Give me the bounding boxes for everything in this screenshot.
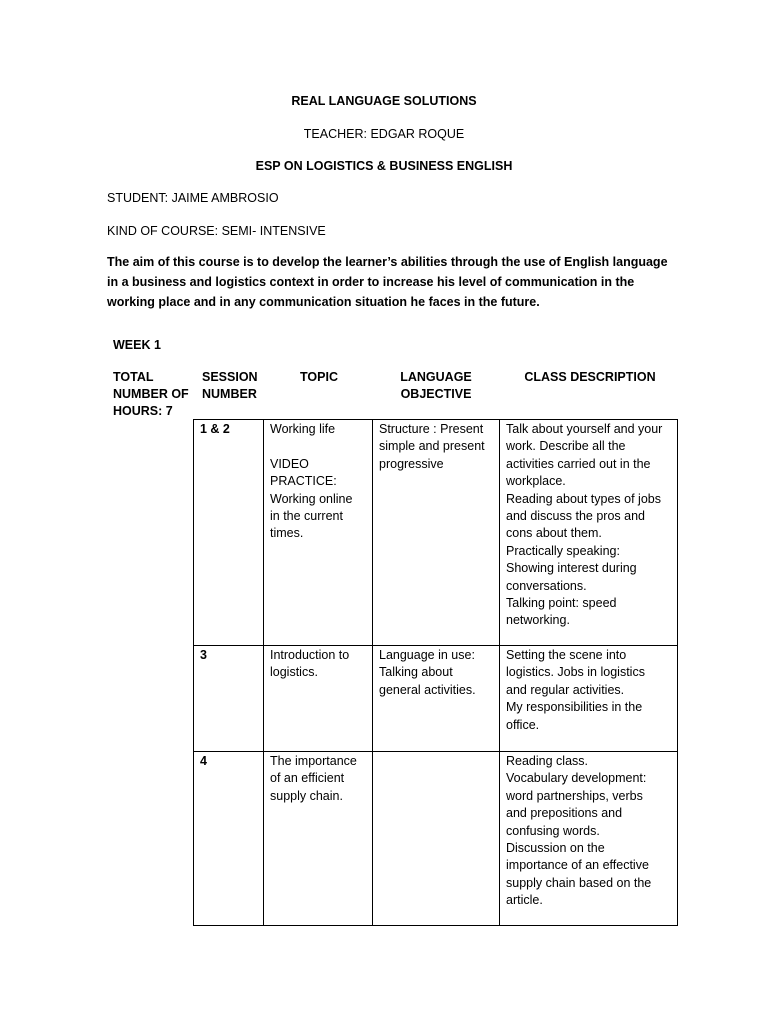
session-cell: 3 xyxy=(194,646,264,752)
description-cell: Talk about yourself and your work. Describe all the activities carried out in the workplace. Reading about types of jobs and discuss the pros and cons about them. Practically speaking: Showing interest during conversations. Talking point: speed networking. xyxy=(500,420,678,646)
schedule-table xyxy=(193,419,678,926)
header-topic: TOPIC xyxy=(300,370,338,384)
header-class-description: CLASS DESCRIPTION xyxy=(524,370,656,384)
table-row xyxy=(194,752,678,926)
week-label: WEEK 1 xyxy=(113,338,161,352)
kind-of-course-line: KIND OF COURSE: SEMI- INTENSIVE xyxy=(107,224,326,238)
table-row xyxy=(194,646,678,752)
session-cell: 4 xyxy=(194,752,264,926)
topic-cell: Working life VIDEO PRACTICE: Working online in the current times. xyxy=(264,420,373,646)
document-title: REAL LANGUAGE SOLUTIONS xyxy=(291,94,477,108)
objective-cell xyxy=(373,752,500,926)
course-line: ESP ON LOGISTICS & BUSINESS ENGLISH xyxy=(255,159,513,173)
description-cell: Setting the scene into logistics. Jobs in logistics and regular activities. My responsibilities in the office. xyxy=(500,646,678,752)
table-row xyxy=(194,420,678,646)
topic-cell: The importance of an efficient supply chain. xyxy=(264,752,373,926)
header-total-hours: TOTAL NUMBER OF HOURS: 7 xyxy=(113,370,189,418)
objective-cell: Language in use: Talking about general activities. xyxy=(373,646,500,752)
topic-cell: Introduction to logistics. xyxy=(264,646,373,752)
header-session-number: SESSION NUMBER xyxy=(202,370,258,401)
objective-cell: Structure : Present simple and present progressive xyxy=(373,420,500,646)
session-cell: 1 & 2 xyxy=(194,420,264,646)
teacher-line: TEACHER: EDGAR ROQUE xyxy=(303,127,465,141)
header-language-objective: LANGUAGE OBJECTIVE xyxy=(400,370,472,401)
description-cell: Reading class. Vocabulary development: word partnerships, verbs and prepositions and confusing words. Discussion on the importance of an effective supply chain based on the article. xyxy=(500,752,678,926)
student-line: STUDENT: JAIME AMBROSIO xyxy=(107,191,279,205)
course-aim: The aim of this course is to develop the learner’s abilities through the use of English language in a business and logistics context in order to increase his level of communication in the working place and in any communication situation he faces in the future. xyxy=(107,255,668,309)
